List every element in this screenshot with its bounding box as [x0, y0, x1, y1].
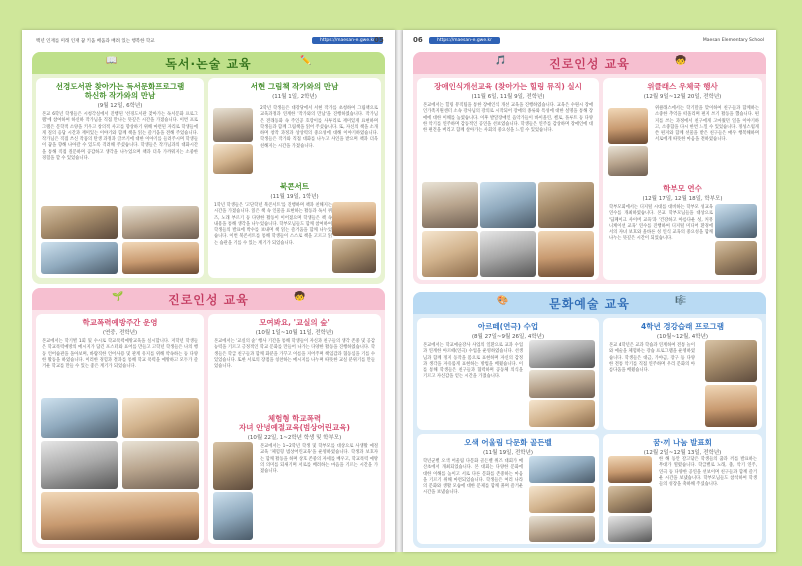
- story-date: (10월 22일, 1~2학년 학생 및 학부모): [247, 435, 342, 441]
- story-date: (8월 27일~9월 26일, 4학년): [471, 334, 545, 340]
- music-note-icon: 🎼: [675, 296, 687, 306]
- photo: [213, 144, 253, 174]
- story-date: (10월~12월, 4학년): [656, 334, 709, 340]
- story-card: [36, 78, 204, 278]
- photo: [332, 202, 376, 236]
- photo: [41, 492, 199, 540]
- page-number: 05: [374, 36, 384, 44]
- photo: [529, 370, 595, 398]
- photo: [529, 400, 595, 427]
- story-date: (12월 17일, 12월 18일, 학부모): [642, 196, 723, 202]
- student-icon: 🧒: [294, 292, 306, 302]
- story-date: (11월 19일, 1학년): [270, 194, 319, 200]
- book-spine: [395, 30, 403, 552]
- photo: [213, 442, 253, 490]
- photo: [122, 242, 199, 274]
- right-page-header: [403, 34, 776, 46]
- story-date: (9월 12일, 6학년): [97, 103, 143, 109]
- story-title: 선경도서관 찾아가는 독서문화프로그램 하신하 작가와의 만남: [55, 82, 185, 100]
- story-body: 학부모회에서는 디지털 시대를 대비하는 학부모 성교육 연수를 개최하였습니다. 본교 학부모님들을 대상으로 '딥페이크 사이버 교육'과 '건강하고 아름다운 성, 커뮤니케이션 교육' 연수를 진행하여 디지털 미디어 환경에서의 자녀 보호와 올바른 성 인식 교육의 중요성을 함께 나누는 뜻깊은 시간이 되었습니다.: [609, 205, 713, 242]
- section-banner: [32, 52, 385, 74]
- story-title: 학교폭력예방주간 운영: [82, 318, 158, 327]
- story-title: 위클래스 우체국 행사: [647, 82, 718, 91]
- story-card: [417, 434, 599, 544]
- story-title: 장애인식개선교육 (찾아가는 힐링 뮤직) 실시: [434, 82, 582, 91]
- music-icon: 🎵: [495, 56, 507, 66]
- photo: [41, 206, 118, 239]
- photo: [422, 182, 478, 228]
- career-character-section: [413, 52, 766, 284]
- photo: [422, 231, 478, 277]
- photo: [122, 206, 199, 239]
- story-block: [603, 180, 762, 202]
- story-date: (10월 1일~10월 11일, 전학년): [255, 330, 334, 336]
- photo: [480, 231, 536, 277]
- story-title: 모여봐요, '교실의 숲': [259, 318, 330, 327]
- book-icon: 📖: [106, 56, 118, 66]
- photo: [480, 182, 536, 228]
- photo: [608, 516, 652, 542]
- story-body: 본교에서는 '교실의 숲' 행사 기간을 통해 학생들이 자신과 친구들의 생각 존중 및 공감 능력을 기르고 긍정적인 학교 문화를 만들어 나가는 다양한 활동을 진행하였습니다. 학생들은 학급 친구들과 함께 화분을 가꾸고 이름을 지어주며 책임감과 협동심을 기를 수 있었습니다. 또한 서로의 장점을 칭찬하는 메시지를 나누며 따뜻한 교실 분위기를 만들었습니다.: [214, 339, 375, 370]
- photo: [529, 486, 595, 513]
- right-page: [403, 30, 776, 552]
- photo: [122, 441, 199, 489]
- left-page-header: [22, 34, 395, 46]
- story-card: [208, 78, 381, 278]
- header-url[interactable]: https://maesan-e.gwe.kr: [312, 37, 383, 44]
- photo: [715, 204, 757, 238]
- story-title: 서현 그림책 작가와의 만남: [250, 82, 339, 91]
- story-body: 한 해 동안 갈고닦은 학생들의 꿈과 끼를 발표하는 무대가 열렸습니다. 학급별로 노래, 춤, 악기 연주, 연극 등 다양한 공연을 선보이며 친구들과 함께 즐거운 시간을 보냈습니다. 학부모님들도 참석하여 학생들의 성장을 축하해 주셨습니다.: [659, 457, 757, 488]
- story-title: 학부모 연수: [663, 184, 702, 193]
- story-card: [208, 314, 381, 544]
- story-title: 아르떼(연극) 수업: [477, 322, 539, 331]
- photo: [538, 182, 594, 228]
- story-block: [208, 178, 381, 200]
- culture-arts-section: [413, 292, 766, 548]
- section-banner: [413, 292, 766, 314]
- tree-icon: 🌱: [112, 292, 124, 302]
- photo: [41, 441, 118, 489]
- story-date: (연중, 전학년): [102, 330, 138, 336]
- school-name: Maesan Elementary School: [702, 38, 764, 43]
- section-title: 문화예술 교육: [549, 296, 630, 311]
- story-card: [417, 78, 599, 280]
- photo: [213, 108, 253, 142]
- story-title: 체험형 학교폭력 자녀 안녕예절교육(범상어린교육): [239, 414, 350, 432]
- section-title: 진로인성 교육: [549, 56, 630, 71]
- left-page: [22, 30, 395, 552]
- story-date: (11월 6일, 11월 9일, 전학년): [471, 94, 545, 100]
- photo: [705, 340, 757, 382]
- story-body: 본교에서는 힐링 뮤직팀을 통한 장애인식 개선 교육을 진행하였습니다. 교육은 수원시 장애인가족지원센터 소속 강사님의 강의로 시작되어 장애의 종류와 특성에 대한 설명을 통해 장애에 대한 이해를 높였습니다. 이후 발달장애인 음악가들이 바이올린, 첼로, 플루트 등 다양한 악기를 연주하며 감동적인 공연을 선보였습니다. 학생들은 연주를 감상하며 장애인에 대한 편견을 버리고 함께 살아가는 사회의 중요성을 느낄 수 있었습니다.: [423, 103, 593, 134]
- story-body: 본교에서는 학기별 1회 및 수시로 학교폭력예방교육을 실시합니다. 저학년 학생들은 학교폭력예방의 메시지가 담긴 포스터와 표어를 만들고 고학년 학생들은 나의 행동 언어습관을 돌아보며, 바람직한 언어사용 및 관계 유지를 위해 약속하는 등 다양한 활동을 하였습니다. 이러한 경험과 결과를 통해 학교 폭력을 예방하고 모두가 즐거운 학교를 만들 수 있는 좋은 계기가 되었습니다.: [42, 339, 198, 370]
- story-body: 2학년 학생들은 대강당에서 서현 작가를 초청하여 그림책으로 교육과정과 연계한 '작가와의 만남'을 진행하였습니다. 작가님은 전래동화 속 주인공 호랑이를 사투리로 재미있게 표현하며 학생들과 함께 그림책을 읽어 주셨습니다. 또, 자신의 책을 소개하며 창작 과정과 상상력의 중요성에 대해 이야기하였습니다. 학생들은 작가와 직접 대화를 나누고 사인을 받으며 책과 더욱 친해지는 시간을 가졌습니다.: [260, 106, 378, 149]
- reading-essay-section: [32, 52, 385, 284]
- story-card: [603, 318, 762, 430]
- photo: [41, 242, 118, 274]
- story-date: (12월 2일~12월 13일, 전학년): [643, 450, 722, 456]
- section-title: 진로인성 교육: [168, 292, 249, 307]
- career-character-section: [32, 288, 385, 548]
- story-body: 학년군별 오색 어울림 다문화 골든벨 퀴즈 대회가 매산초에서 개최되었습니다. 본 대회는 다양한 문화에 대한 이해를 높이고 서로 다른 문화를 존중하는 마음을 기르기 위해 마련되었습니다. 학생들은 여러 나라의 문화와 생활 모습에 대한 문제를 함께 풀며 즐거운 시간을 보냈습니다.: [423, 459, 523, 496]
- section-banner: [413, 52, 766, 74]
- student-icon: 🧒: [675, 56, 687, 66]
- photo: [122, 398, 199, 438]
- header-url[interactable]: https://maesan-e.gwe.kr: [429, 37, 500, 44]
- page-number: 06: [413, 36, 423, 44]
- story-card: [417, 318, 599, 430]
- story-date: (11월 1일, 2학년): [272, 94, 317, 100]
- story-body: 본교에서는 1~2학년 학생 및 학부모를 대상으로 사생활 예절교육 '체험형 범상어린교육'을 운영하였습니다. 학생과 보호자는 함께 활동을 하며 상호 존중의 자세를 배우고, 학교폭력 예방의 의미를 되새기며 서로를 배려하는 마음을 기르는 시간을 가졌습니다.: [260, 444, 378, 475]
- photo: [538, 231, 594, 277]
- story-title: 꿈·끼 나눔 발표회: [653, 438, 712, 447]
- story-block: [208, 410, 381, 441]
- story-body: 본교 6학년 학생들은 시청각실에서 진행된 '선경도서관 찾아가는 독서문화 프로그램'에 참여하여 하신하 작가님을 직접 만나는 뜻깊은 시간을 가졌습니다. 이번 프로그램은 문학적 소양을 키우고 창의적 사고를 향상하기 위해 마련된 자리로 학생들에게 질의 응답 시간과 재미있는 이야기와 함께 책을 읽는 즐거움을 전해 주었습니다. 작가님은 직접 쓰신 작품의 탄생 과정과 글쓰기에 대한 이야기를 들려주시며 학생들이 꿈을 향해 나아갈 수 있도록 격려해 주셨습니다. 학생들은 작가님과의 대화시간을 통해 직접 질문하며 공감하고 생각을 나누었으며 책과 더욱 가까워지는 소중한 경험을 할 수 있었습니다.: [42, 112, 198, 162]
- story-body: 1학년 학생들은 '고단학년 북콘서트'를 진행하며 책과 친해지는 시간을 가졌습니다. 읽은 책 속 인물을 표현하는 활동과 독서 퀴즈, 노래 부르기 등 다양한 활동이 이어졌으며 학생들은 책 속 내용을 통해 생각을 나누었습니다. 학부모님들도 함께 참여하여 학생들의 발표에 박수를 보내며 책 읽는 즐거움을 함께 나누었습니다. 이번 북콘서트를 통해 학생들이 스스로 책을 고르고 읽는 습관을 기를 수 있는 계기가 되었습니다.: [214, 203, 332, 246]
- photo: [608, 456, 652, 483]
- photo: [332, 239, 376, 273]
- story-body: 본교에서는 학교예술강사 사업의 일환으로 교과 수업과 연계한 아르떼(연극) 수업을 운영하였습니다. 선생님과 함께 정지 동작을 몸으로 표현하며 자신의 감정과 생각을 자유롭게 표현하는 방법을 배웠습니다. 이를 통해 학생들은 친구들과 협력하며 공동체 의식을 기르고 자신감을 얻는 시간을 가졌습니다.: [423, 343, 523, 380]
- story-card: [603, 434, 762, 544]
- section-banner: [32, 288, 385, 310]
- photo: [41, 398, 118, 438]
- photo: [705, 385, 757, 427]
- story-date: (12월 9일~12월 20일, 전학년): [643, 94, 722, 100]
- story-card: [603, 78, 762, 280]
- palette-icon: 🎨: [497, 296, 509, 306]
- story-title: 북콘서트: [280, 182, 309, 191]
- photo: [529, 456, 595, 483]
- photo: [608, 146, 648, 176]
- photo: [529, 340, 595, 368]
- story-title: 4학년 경강습래 프로그램: [641, 322, 724, 331]
- story-card: [36, 314, 204, 544]
- photo: [529, 516, 595, 542]
- story-body: 본교 4학년은 교과 학습과 연계하여 전통 놀이와 예술을 체험하는 강습 프로그램을 운영하였습니다. 학생들은 대금, 가야금, 장구 등 다양한 전통 악기를 직접 연주하며 우리 문화의 아름다움을 배웠습니다.: [609, 343, 695, 374]
- story-title: 오색 어울림 다문화 골든벨: [464, 438, 552, 447]
- section-title: 독서·논술 교육: [165, 56, 252, 71]
- header-title: 백년 인재를 미래 인재 꿈 키움 배움과 배려 있는 행복한 학교: [36, 39, 155, 44]
- pencil-icon: ✏️: [300, 56, 312, 66]
- photo: [608, 486, 652, 513]
- photo: [213, 492, 253, 540]
- photo: [715, 241, 757, 275]
- photo: [608, 108, 648, 144]
- story-date: (11월 19일, 전학년): [482, 450, 534, 456]
- story-body: 위클래스에서는 학기말을 맞이하여 친구들과 함께하는 소중한 추억을 떠올리며 편지 쓰기 활동을 했습니다. 편지를 쓰는 과정에서 친구에게 고마웠던 일을 이야기하고, 소중함을 다시 한번 느낄 수 있었습니다. 정성스럽게 쓴 편지와 함께 선물을 받은 친구들은 매우 행복해하며 서로에게 따뜻한 마음을 전하였습니다.: [655, 106, 759, 143]
